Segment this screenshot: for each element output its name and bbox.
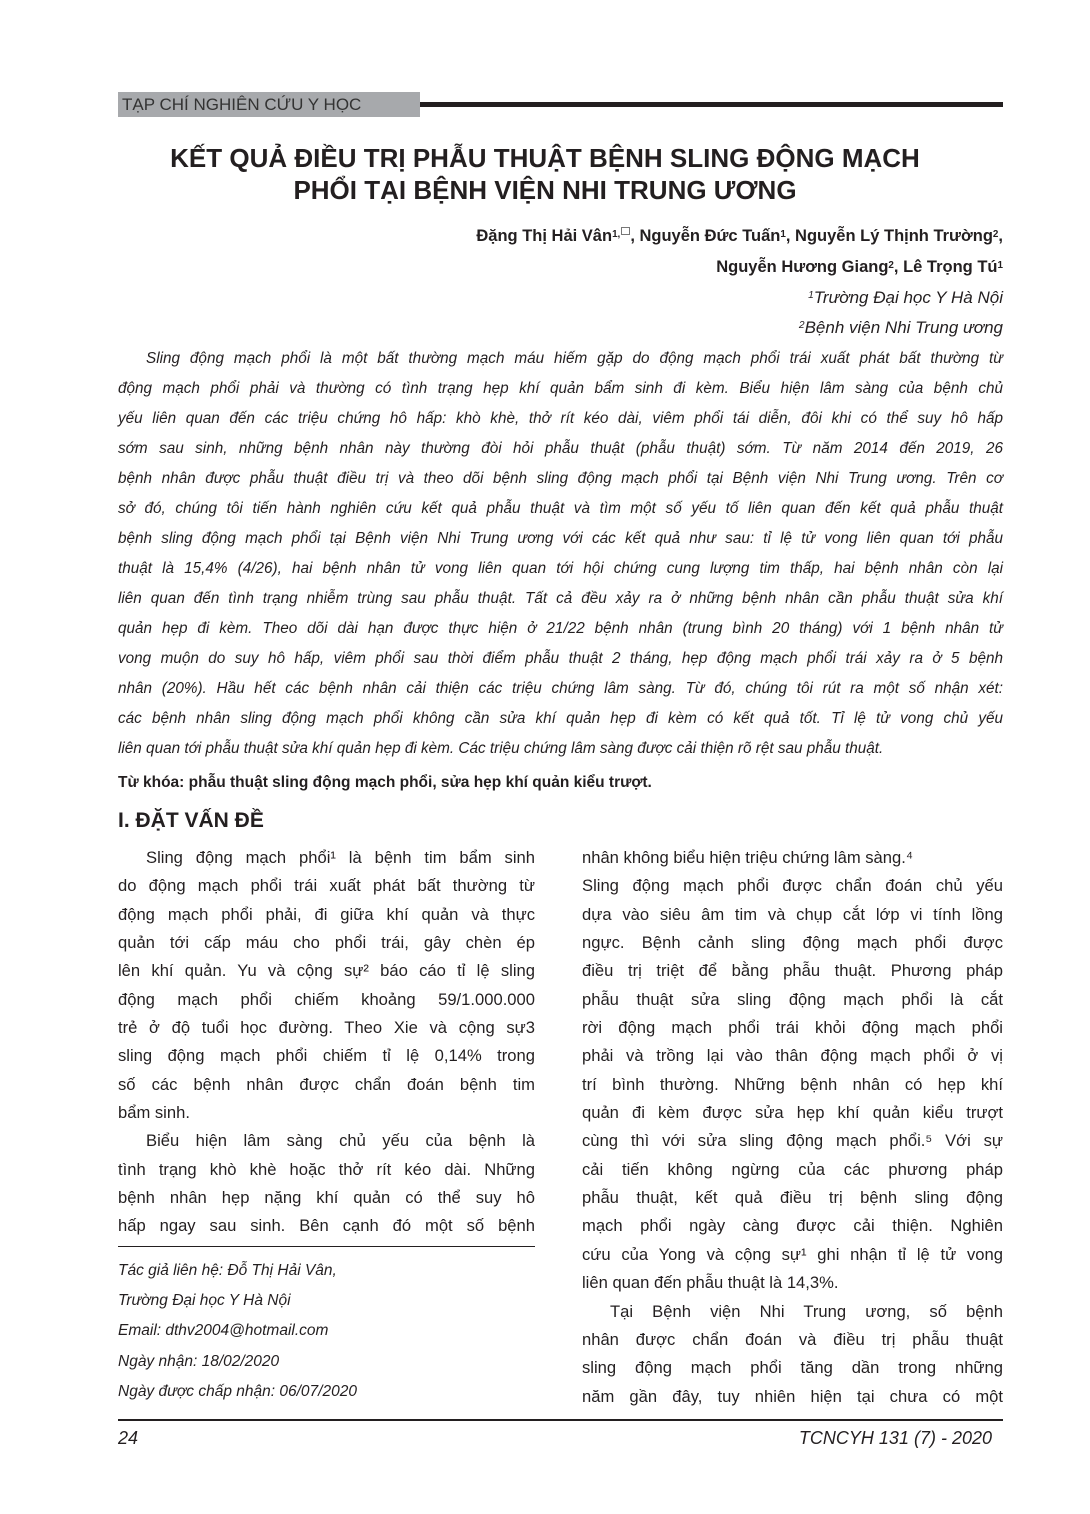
text-line: động mạch phổi chiếm khoảng 59/1.000.000 <box>118 989 535 1009</box>
left-column <box>118 844 535 1241</box>
title-line: KẾT QUẢ ĐIỀU TRỊ PHẪU THUẬT BỆNH SLING ĐỘNG MẠCH <box>170 143 920 173</box>
text-line: sớm sau sinh, những bệnh nhân này thường đòi hỏi phẫu thuật (phẫu thuật) sớm. Từ năm 2014 đến 2019, 26 <box>118 440 1003 457</box>
text-line: quản hẹp đi kèm. Theo dõi dài hạn được thực hiện ở 21/22 bệnh nhân (trung bình 20 tháng) với 1 bệnh nhân tử <box>118 620 1003 637</box>
text-line: trí bình thường. Những bệnh nhân có hẹp khí <box>582 1074 1003 1094</box>
keywords: Từ khóa: phẫu thuật sling động mạch phổi, sửa hẹp khí quản kiểu trượt. <box>118 774 652 791</box>
text-line: Sling động mạch phổi¹ là bệnh tim bẩm sinh <box>146 848 535 867</box>
abstract <box>118 344 1003 764</box>
text-line: phẫu thuật sửa sling động mạch phổi là cắt <box>582 989 1003 1009</box>
section-heading: I. ĐẶT VẤN ĐỀ <box>118 809 264 832</box>
text-line: trẻ ở độ tuổi học đường. Theo Xie và cộng sự3 <box>118 1018 535 1038</box>
text-line: liên quan đến phẫu thuật là 14,3%. <box>582 1273 839 1293</box>
page-number: 24 <box>118 1428 139 1448</box>
text-line: do động mạch phổi trái xuất phát bất thường từ <box>118 876 535 896</box>
text-line: rời động mạch phổi trái khỏi động mạch phổi <box>582 1018 1003 1038</box>
text-line: các bệnh nhân sling động mạch phổi không cần sửa khí quản hẹp đi kèm có kết quả tốt. Tỉ lệ tử vong chủ yếu <box>118 710 1003 727</box>
author: Nguyễn Hương Giang <box>716 258 889 276</box>
text-line: Sling động mạch phổi là một bất thường mạch máu hiếm gặp do động mạch phổi trái xuất phát bất thường từ <box>146 350 1003 367</box>
footer-rule <box>118 1419 1003 1421</box>
right-column <box>582 844 1003 1411</box>
text-line: liên quan tới phẫu thuật sửa khí quản hẹp đi kèm. Các triệu chứng lâm sàng được cải thiện rõ rệt sau phẫu thuật. <box>118 740 884 757</box>
text-line: yếu liên quan đến các triệu chứng hô hấp: khò khè, thở rít kéo dài, viêm phổi tái diễn, đôi khi có thể suy hô hấp <box>118 410 1003 427</box>
author: Đặng Thị Hải Vân <box>476 227 613 245</box>
text-line: nhân được chẩn đoán và điều trị phẫu thuật <box>582 1329 1003 1349</box>
text-line: thuật là 15,4% (4/26), hai bệnh nhân tử vong liên quan tới hội chứng cung lượng tim thấp, hai bệnh nhân còn lại <box>118 560 1003 577</box>
text-line: Tác giả liên hệ: Đỗ Thị Hải Vân, <box>118 1262 337 1279</box>
author-list: Đặng Thị Hải Vân$^{1,}$ , Nguyễn Đức Tuấn$^1$, Nguyễn Lý Thịnh Trường$^2$, Nguyễn Hương Giang$^2$, Lê Trọng $Tú^1$ <box>476 227 1003 276</box>
text-line: Email: dthv2004@hotmail.com <box>118 1322 329 1340</box>
text-line: sling động mạch phổi tăng dần trong những <box>582 1358 1003 1378</box>
affiliation: $^1$Trường Đại học Y Hà Nội <box>808 288 1003 307</box>
text-line: số các bệnh nhân được chẩn đoán bệnh tim <box>118 1074 535 1094</box>
text-line: năm gần đây, tuy nhiên hiện tại chưa có một <box>582 1386 1003 1406</box>
author: , Nguyễn Lý Thịnh Trường <box>785 227 993 245</box>
text-line: ngực. Bệnh cảnh sling động mạch phổi được <box>582 933 1003 953</box>
article-title <box>100 142 990 206</box>
author: , Nguyễn Đức Tuấn <box>630 227 781 245</box>
text-line: bệnh nhân được phẫu thuật điều trị và theo dõi bệnh sling động mạch phổi tại Bệnh viện Nhi Trung ương. Trên cơ <box>118 470 1003 487</box>
footnote-rule <box>118 1246 535 1247</box>
text-line: phẫu thuật, kết quả điều trị bệnh sling động <box>582 1188 1003 1208</box>
text-line: sở đó, chúng tôi tiến hành nghiên cứu kết quả phẫu thuật và tìm một số yếu tố liên quan đến kết quả phẫu thuật <box>118 500 1003 517</box>
text-line: Ngày được chấp nhận: 06/07/2020 <box>118 1382 357 1400</box>
text-line: tình trạng khò khè hoặc thở rít kéo dài. Những <box>118 1159 535 1179</box>
correspondence-footnote <box>118 1256 357 1407</box>
journal-name: TẠP CHÍ NGHIÊN CỨU Y HỌC <box>118 92 420 117</box>
text-line: Sling động mạch phổi được chẩn đoán chủ yếu <box>582 876 1003 896</box>
text-line: hấp ngay sau sinh. Bên cạnh đó một số bệnh <box>118 1216 535 1236</box>
journal-header <box>118 92 1003 117</box>
text-line: bẩm sinh. <box>118 1103 190 1123</box>
text-line: động mạch phổi phải, đi giữa khí quản và thực <box>118 904 535 924</box>
envelope-icon <box>621 227 630 235</box>
text-line: dựa vào siêu âm tim và chụp cắt lớp vi tính lồng <box>582 904 1003 924</box>
text-line: vong muộn do suy hô hấp, viêm phổi sau thời điểm phẫu thuật 2 tháng, hẹp động mạch phổi trái xảy ra ở 5 bệnh <box>118 650 1003 667</box>
text-line: Biểu hiện lâm sàng chủ yếu của bệnh là <box>146 1131 535 1151</box>
text-line: Ngày nhận: 18/02/2020 <box>118 1352 280 1370</box>
text-line: sling động mạch phổi chiếm tỉ lệ 0,14% trong <box>118 1046 535 1066</box>
author: , Lê Trọng Tú <box>893 258 998 276</box>
text-line: động mạch phổi phải và thường có tình trạng hẹp khí quản bẩm sinh đi kèm. Biểu hiện lâm sàng của bệnh chủ <box>118 380 1003 397</box>
text-line: lên khí quản. Yu và cộng sự² báo cáo tỉ lệ sling <box>118 961 535 981</box>
text-line: quản tới cấp máu cho phổi trái, gây chèn ép <box>118 933 535 953</box>
text-line: nhân không biểu hiện triệu chứng lâm sàng.⁴ <box>582 848 913 867</box>
text-line: Trường Đại học Y Hà Nội <box>118 1292 291 1310</box>
affiliation: $^2$Bệnh viện Nhi Trung ương <box>798 318 1003 337</box>
text-line: quản đi kèm được sửa hẹp khí quản kiểu trượt <box>582 1103 1003 1123</box>
text-line: phải và trồng lại vào thân động mạch phổi ở vị <box>582 1046 1003 1066</box>
title-line: PHỔI TẠI BỆNH VIỆN NHI TRUNG ƯƠNG <box>293 175 797 205</box>
text-line: bệnh nhân hẹp nặng khí quản có thể suy hô <box>118 1188 535 1208</box>
text-line: cứu của Yong và cộng sự¹ ghi nhận tỉ lệ tử vong <box>582 1244 1003 1264</box>
text-line: nhân (20%). Hầu hết các bệnh nhân cải thiện các triệu chứng lâm sàng. Từ đó, chúng tôi rút ra một số nhận xét: <box>118 680 1003 697</box>
journal-reference: TCNCYH 131 (7) - 2020 <box>798 1428 992 1448</box>
text-line: mạch phổi ngày càng được cải thiện. Nghiên <box>582 1216 1003 1236</box>
text-line: cùng thì với sửa sling động mạch phổi.⁵ Với sự <box>582 1131 1003 1151</box>
text-line: Tại Bệnh viện Nhi Trung ương, số bệnh <box>610 1301 1003 1321</box>
affiliations <box>799 283 1003 343</box>
text-line: cải tiến không ngừng của các phương pháp <box>582 1159 1003 1179</box>
header-rule <box>420 102 1003 107</box>
text-line: bệnh sling động mạch phổi tại Bệnh viện Nhi Trung ương với các kết quả như sau: tỉ lệ tử vong liên quan tới phẫu <box>118 530 1003 547</box>
text-line: điều trị triệt để bằng phẫu thuật. Phương pháp <box>582 961 1003 981</box>
text-line: liên quan đến tình trạng nhiễm trùng sau phẫu thuật. Tất cả đều xảy ra ở những bệnh nhân cần phẫu thuật sửa khí <box>118 590 1003 607</box>
